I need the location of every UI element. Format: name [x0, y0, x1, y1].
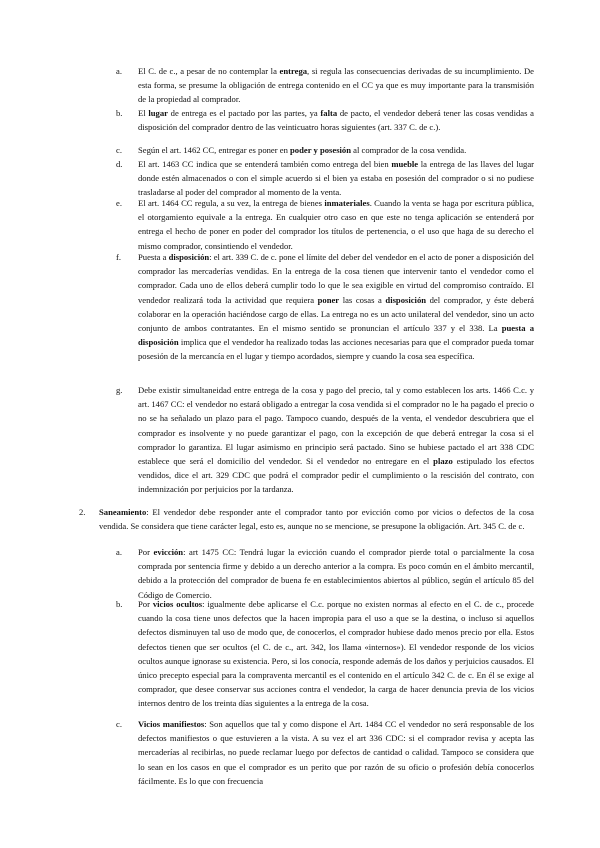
item-text: El art. 1464 CC regula, a su vez, la entrega de bienes inmateriales. Cuando la venta se haga por escritura pública, el otorgamiento equivale a la entrega. En cualquier otro caso en que este no tenga aplicación se entenderá por entrega el hecho de poner en poder del comprador los títulos de pertenencia, o el uso que haga de su derecho el mismo comprador, consintiendo el vendedor.: [138, 198, 534, 251]
item-marker: f.: [116, 252, 122, 262]
item-text: Según el art. 1462 CC, entregar es poner en poder y posesión al comprador de la cosa vendida.: [138, 145, 467, 155]
list-item: [138, 383, 534, 497]
section-text: Saneamiento: El vendedor debe responder ante el comprador tanto por evicción como por vicios o defectos de la cosa vendida. Se considera que tiene carácter legal, esto es, aunque no se mencione, se presupone la obligación. Art. 345 C. de c.: [99, 507, 534, 532]
item-text: Debe existir simultaneidad entre entrega de la cosa y pago del precio, tal y como establecen los arts. 1466 C.c. y art. 1467 CC: el vendedor no estará obligado a entregar la cosa vendida si el comprador no le ha pagado el precio o no se ha señalado un plazo para el pago. Tampoco cuando, después de la venta, el vendedor descubriera que el comprador es insolvente y no puede garantizar el pago, con la excepción de que deberá entregar la cosa si el comprador lo garantiza. El lugar asimismo en principio será pactado. Sino se hubiese pactado el art 338 CDC establece que será el domicilio del vendedor. Si el vendedor no entregare en el plazo estipulado los efectos vendidos, dice el art. 329 CDC que podrá el comprador pedir el cumplimiento o la rescisión del contrato, con indemnización por perjuicios por la tardanza.: [138, 385, 534, 495]
item-marker: b.: [116, 599, 123, 609]
list-item: [138, 597, 534, 711]
list-item: [138, 717, 534, 788]
list-item: [138, 106, 534, 134]
item-marker: c.: [116, 145, 122, 155]
item-text: El lugar de entrega es el pactado por las partes, ya falta de pacto, el vendedor deberá tener las cosas vendidas a disposición del comprador dentro de las veinticuatro horas siguientes (art. 337 C. de c.).: [138, 108, 534, 133]
list-item: [138, 143, 534, 157]
list-item: [138, 196, 534, 253]
item-marker: a.: [116, 66, 122, 76]
item-marker: a.: [116, 547, 122, 557]
item-text: Por evicción: art 1475 CC: Tendrá lugar la evicción cuando el comprador pierde total o parcialmente la cosa comprada por sentencia firme y debido a un derecho anterior a la compra. Es poco común en el ámbito mercantil, debido a la protección del comprador de buena fe en establecimientos abiertos al público, según el artículo 85 del Código de Comercio.: [138, 547, 535, 600]
item-text: El C. de c., a pesar de no contemplar la entrega, si regula las consecuencias derivadas de su incumplimiento. De esta forma, se presume la obligación de entrega contenido en el CC ya que es muy importante para la transmisión de la propiedad al comprador.: [138, 66, 534, 105]
item-text: El art. 1463 CC indica que se entenderá también como entrega del bien mueble la entrega de las llaves del lugar donde estén almacenados o con el simple acuerdo si el bien ya estaba en posesión del comprador o si no pudiese trasladarse al poder del comprador al momento de la venta.: [138, 159, 535, 198]
item-marker: g.: [116, 385, 123, 395]
list-item: [138, 157, 534, 200]
list-item: [138, 250, 534, 364]
item-marker: d.: [116, 159, 123, 169]
item-marker: e.: [116, 198, 122, 208]
item-text: Vicios manifiestos: Son aquellos que tal y como dispone el Art. 1484 CC el vendedor no será responsable de los defectos manifiestos o que estuvieren a la vista. A su vez el art 336 CDC: si el comprador revisa y acepta las mercaderías al recibirlas, no puede reclamar luego por defectos de cantidad o calidad. Tampoco se considera que lo sean en los casos en que el comprador es un perito que por razón de su oficio o profesión debía conocerlos fácilmente. Es lo que con frecuencia: [138, 719, 534, 786]
list-item: [138, 64, 534, 107]
section-number: 2.: [79, 507, 86, 517]
item-marker: b.: [116, 108, 123, 118]
item-marker: c.: [116, 719, 122, 729]
section-intro: [99, 505, 534, 533]
item-text: Puesta a disposición: el art. 339 C. de c. pone el límite del deber del vendedor en el acto de poner a disposición del comprador las mercaderías vendidas. En la entrega de la cosa tienen que intervenir tanto el vendedor como el comprador. Cada uno de ellos deberá cumplir todo lo que le sea exigible en virtud del compromiso contraído. El vendedor realizará toda la actividad que requiera poner las cosas a disposición del comprador, y éste deberá colaborar en la operación haciéndose cargo de ellas. La entrega no es un acto unilateral del vendedor, sino un acto conjunto de ambos contratantes. En el mismo sentido se pronuncian el artículo 337 y el 338. La puesta a disposición implica que el vendedor ha realizado todas las acciones necesarias para que el comprador pueda tomar posesión de la mercancía en el lugar y tiempo acordados, siempre y cuando la cosa sea específica.: [138, 252, 535, 362]
item-text: Por vicios ocultos: igualmente debe aplicarse el C.c. porque no existen normas al efecto en el C. de c., procede cuando la cosa tiene unos defectos que la hacen impropia para el uso a que se la destina, o incluso si aquellos defectos disminuyen tal uso de modo que, de conocerlos, el comprador hubiese dado menos precio por ella. Estos defectos tienen que ser ocultos (el C. de c., art. 342, los llama «internos»). El vendedor responde de los vicios ocultos aunque ignorase su existencia. Pero, si los conocía, responde además de los daños y perjuicios causados. El único precepto especial para la compraventa mercantil es el contenido en el artículo 342 C. de c. En él se exige al comprador, que desee conservar sus acciones contra el vendedor, la carga de hacer denuncia previa de los vicios internos dentro de los treinta días siguientes a la entrega de la cosa.: [138, 599, 534, 709]
list-item: [138, 545, 534, 602]
